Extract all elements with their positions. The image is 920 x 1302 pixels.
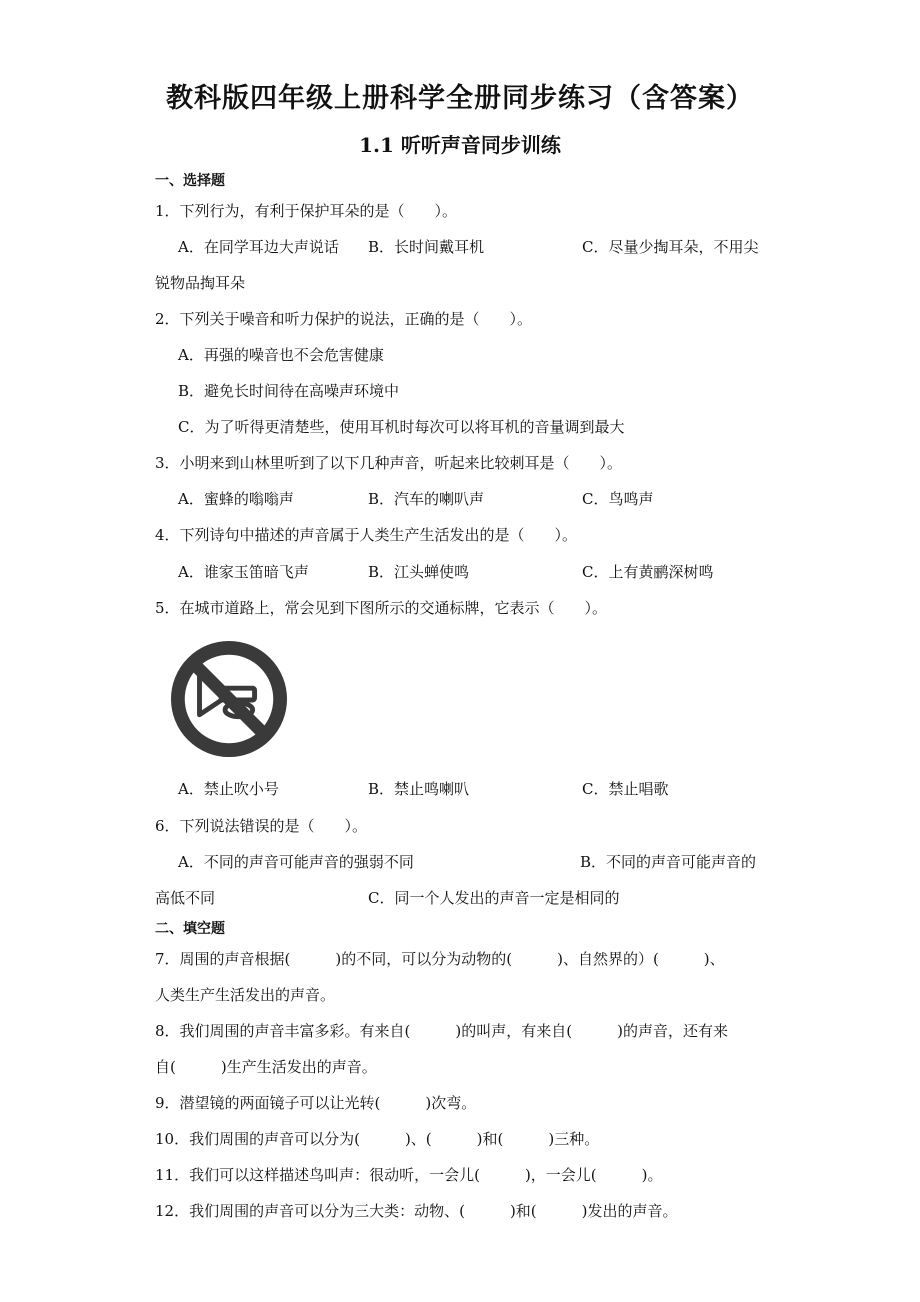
- question-3-option-a: A．蜜蜂的嗡嗡声: [178, 490, 294, 508]
- question-11: 11．我们可以这样描述鸟叫声：很动听，一会儿( )，一会儿( )。: [155, 1166, 663, 1184]
- question-12: 12．我们周围的声音可以分为三大类：动物、( )和( )发出的声音。: [155, 1202, 678, 1220]
- question-6-option-b-continued: 高低不同: [155, 889, 216, 907]
- question-2-option-a: A．再强的噪音也不会危害健康: [178, 346, 384, 364]
- question-5-option-c: C．禁止唱歌: [582, 780, 669, 798]
- question-4-stem: 4．下列诗句中描述的声音属于人类生产生活发出的是（ ）。: [155, 526, 578, 544]
- question-8-line-2: 自( )生产生活发出的声音。: [155, 1058, 377, 1076]
- question-10: 10．我们周围的声音可以分为( )、( )和( )三种。: [155, 1130, 600, 1148]
- question-6-option-a: A．不同的声音可能声音的强弱不同: [178, 853, 414, 871]
- question-3-stem: 3．小明来到山林里听到了以下几种声音，听起来比较刺耳是（ ）。: [155, 454, 623, 472]
- question-6-stem: 6．下列说法错误的是（ ）。: [155, 817, 368, 835]
- no-horn-sign-icon: [170, 640, 288, 758]
- section-heading-choice: 一、选择题: [155, 173, 225, 189]
- question-1-option-b: B．长时间戴耳机: [368, 238, 485, 256]
- question-8-line-1: 8．我们周围的声音丰富多彩。有来自( )的叫声，有来自( )的声音，还有来: [155, 1022, 728, 1040]
- question-2-stem: 2．下列关于噪音和听力保护的说法，正确的是（ ）。: [155, 310, 533, 328]
- question-1-option-c-continued: 锐物品掏耳朵: [155, 274, 246, 292]
- question-3-option-c: C．鸟鸣声: [582, 490, 654, 508]
- question-7-line-1: 7．周围的声音根据( )的不同，可以分为动物的( )、自然界的）( )、: [155, 950, 725, 968]
- question-3-option-b: B．汽车的喇叭声: [368, 490, 485, 508]
- question-6-option-c: C．同一个人发出的声音一定是相同的: [368, 889, 620, 907]
- question-5-option-b: B．禁止鸣喇叭: [368, 780, 470, 798]
- question-1-option-c: C．尽量少掏耳朵，不用尖: [582, 238, 759, 256]
- question-1-option-a: A．在同学耳边大声说话: [178, 238, 339, 256]
- question-2-option-c: C．为了听得更清楚些，使用耳机时每次可以将耳机的音量调到最大: [178, 418, 625, 436]
- question-9: 9．潜望镜的两面镜子可以让光转( )次弯。: [155, 1094, 477, 1112]
- question-1-stem: 1．下列行为，有利于保护耳朵的是（ ）。: [155, 202, 458, 220]
- question-4-option-c: C．上有黄鹂深树鸣: [582, 563, 714, 581]
- question-2-option-b: B．避免长时间待在高噪声环境中: [178, 382, 400, 400]
- question-5-option-a: A．禁止吹小号: [178, 780, 279, 798]
- document-subtitle: 1.1 听听声音同步训练: [359, 133, 561, 157]
- document-title: 教科版四年级上册科学全册同步练习（含答案）: [166, 83, 754, 114]
- question-5-stem: 5．在城市道路上，常会见到下图所示的交通标牌，它表示（ ）。: [155, 599, 608, 617]
- question-7-line-2: 人类生产生活发出的声音。: [155, 986, 336, 1004]
- question-6-option-b: B．不同的声音可能声音的: [580, 853, 757, 871]
- question-4-option-a: A．谁家玉笛暗飞声: [178, 563, 309, 581]
- section-heading-fill-in: 二、填空题: [155, 921, 225, 937]
- question-4-option-b: B．江头蝉使鸣: [368, 563, 470, 581]
